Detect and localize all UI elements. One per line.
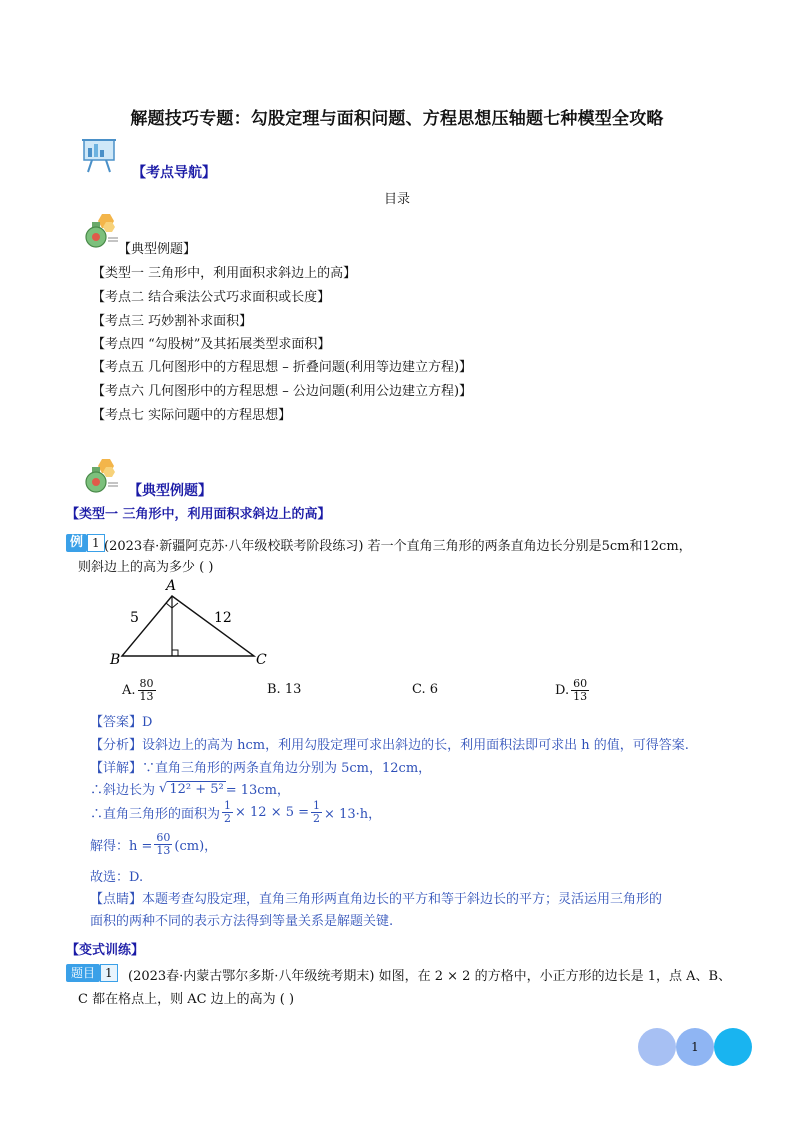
step-solve: 解得：h = $\frac{60}{13}$ (cm)， — [90, 831, 218, 857]
toc-item[interactable]: 【考点三 巧妙割补求面积】 — [92, 314, 253, 329]
analysis-line: 【分析】设斜边上的高为 hcm，利用勾股定理可求出斜边的长，利用面积法即可求出 h 的值，可得答案. — [90, 738, 689, 753]
toc-item[interactable]: 【考点二 结合乘法公式巧求面积或长度】 — [92, 290, 331, 305]
toc-item[interactable]: 【类型一 三角形中，利用面积求斜边上的高】 — [92, 266, 357, 281]
detail-line: 【详解】∵直角三角形的两条直角边分别为 5cm，12cm， — [90, 761, 432, 776]
page-decor-circle — [638, 1028, 676, 1066]
option-c[interactable]: C. 6 — [412, 682, 439, 697]
toc-item[interactable]: 【考点五 几何图形中的方程思想 – 折叠问题(利用等边建立方程)】 — [92, 360, 473, 375]
page-decor-circle — [714, 1028, 752, 1066]
example-badge: 例 — [66, 534, 87, 552]
chart-board-icon — [80, 134, 120, 178]
example-label — [66, 534, 105, 552]
toc-title: 目录 — [383, 192, 410, 207]
example-text-cont: 则斜边上的高为多少 ( ) — [78, 560, 214, 575]
comment-line-cont: 面积的两种不同的表示方法得到等量关系是解题关键. — [90, 914, 394, 929]
toc-item[interactable]: 【考点七 实际问题中的方程思想】 — [92, 408, 292, 423]
choose-line: 故选：D. — [90, 870, 144, 885]
vertex-a-label: A — [166, 578, 177, 594]
option-d[interactable]: D. $\frac{60}{13}$ — [555, 677, 588, 703]
option-b[interactable]: B. 13 — [267, 682, 302, 697]
toc-item[interactable]: 【考点四 “勾股树”及其拓展类型求面积】 — [92, 337, 331, 352]
toc-item[interactable]: 【典型例题】 — [118, 242, 197, 257]
typical-heading: 【典型例题】 — [128, 483, 212, 499]
nav-heading: 【考点导航】 — [132, 165, 216, 181]
step-area: ∴直角三角形的面积为 $\frac{1}{2}$ × 12 × 5 = $\frac{1}{2}$ × 13·h， — [90, 799, 382, 825]
step-hypotenuse: ∴斜边长为 √ 12² + 5² = 13cm， — [90, 781, 290, 798]
problem-badge: 题目 — [66, 964, 100, 982]
option-a[interactable]: A. $\frac{80}{13}$ — [122, 677, 154, 703]
page-number: 1 — [676, 1028, 714, 1066]
vertex-c-label: C — [256, 652, 267, 668]
triangle-figure — [108, 576, 278, 670]
example-text: (2023春·新疆阿克苏·八年级校联考阶段练习) 若一个直角三角形的两条直角边长分别是5cm和12cm， — [104, 539, 692, 554]
problem-text: (2023春·内蒙古鄂尔多斯·八年级统考期末) 如图，在 2 × 2 的方格中，小正方形的边长是 1，点 A、B、 — [128, 969, 732, 984]
page-title: 解题技巧专题：勾股定理与面积问题、方程思想压轴题七种模型全攻略 — [130, 109, 664, 129]
problem-number: 1 — [100, 964, 118, 982]
flask-icon — [80, 455, 120, 499]
problem-text-cont: C 都在格点上，则 AC 边上的高为 ( ) — [78, 992, 295, 1007]
problem-label — [66, 964, 118, 982]
flask-icon — [80, 210, 120, 254]
example-number: 1 — [87, 534, 105, 552]
answer-line: 【答案】D — [90, 715, 153, 730]
type1-heading: 【类型一 三角形中，利用面积求斜边上的高】 — [66, 507, 331, 522]
variant-heading: 【变式训练】 — [66, 943, 145, 958]
side-ac-label: 12 — [214, 610, 232, 626]
toc-item[interactable]: 【考点六 几何图形中的方程思想 – 公边问题(利用公边建立方程)】 — [92, 384, 473, 399]
side-ab-label: 5 — [130, 610, 139, 626]
vertex-b-label: B — [110, 652, 121, 668]
comment-line: 【点睛】本题考查勾股定理，直角三角形两直角边长的平方和等于斜边长的平方；灵活运用三角形的 — [90, 892, 663, 907]
